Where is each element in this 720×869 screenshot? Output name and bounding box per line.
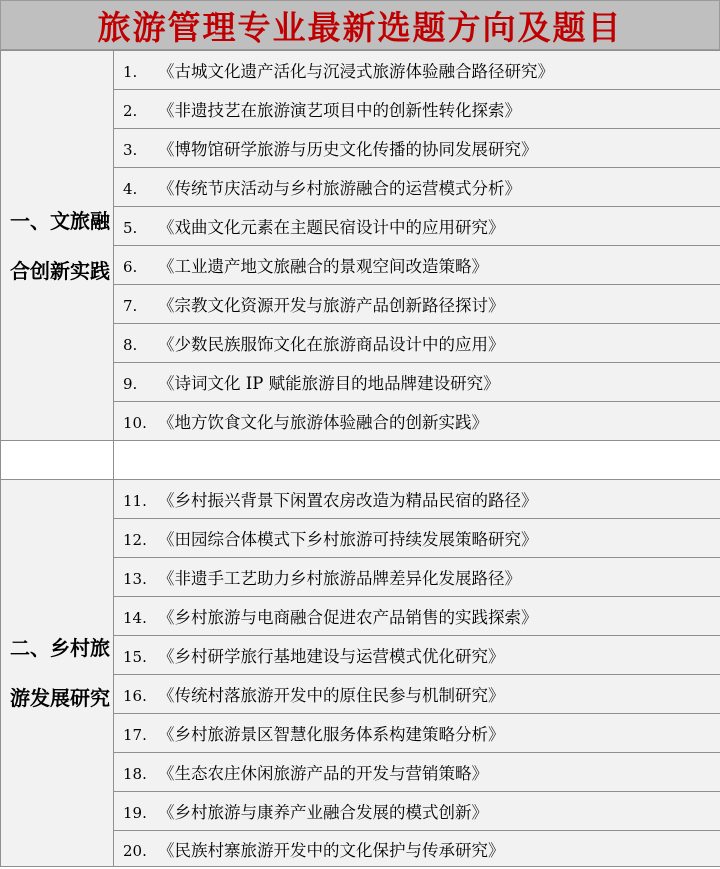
topic-title: 《地方饮食文化与旅游体验融合的创新实践》 [158, 413, 488, 432]
topic-number: 18. [123, 765, 147, 783]
topic-number: 20. [123, 841, 147, 860]
topic-number: 13. [123, 570, 147, 588]
topic-number: 14. [123, 609, 147, 627]
topic-title: 《乡村振兴背景下闲置农房改造为精品民宿的路径》 [158, 491, 538, 510]
topic-cell [114, 324, 720, 363]
topic-cell [114, 831, 720, 867]
topic-cell [114, 246, 720, 285]
topic-cell [114, 90, 720, 129]
topic-title: 《博物馆研学旅游与历史文化传播的协同发展研究》 [158, 140, 538, 159]
topic-cell [114, 519, 720, 558]
topic-number: 1. [123, 63, 138, 81]
topic-number: 19. [123, 804, 147, 822]
topic-number: 6. [123, 258, 138, 276]
topic-cell [114, 480, 720, 519]
topic-row [1, 51, 720, 90]
topic-cell [114, 792, 720, 831]
topic-cell [114, 558, 720, 597]
topic-cell [114, 636, 720, 675]
topic-number: 5. [123, 219, 138, 237]
topic-title: 《生态农庄休闲旅游产品的开发与营销策略》 [158, 764, 488, 783]
topic-title: 《乡村旅游景区智慧化服务体系构建策略分析》 [158, 725, 505, 744]
page-title: 旅游管理专业最新选题方向及题目 [0, 0, 720, 50]
topic-title: 《非遗手工艺助力乡村旅游品牌差异化发展路径》 [158, 569, 521, 588]
topic-title: 《传统节庆活动与乡村旅游融合的运营模式分析》 [158, 179, 521, 198]
topic-title: 《乡村旅游与康养产业融合发展的模式创新》 [158, 803, 488, 822]
topic-cell [114, 285, 720, 324]
spacer-cell [114, 441, 720, 480]
section-category: 二、乡村旅游发展研究 [1, 480, 114, 867]
topic-number: 3. [123, 141, 138, 159]
topic-table [0, 50, 720, 867]
topic-cell [114, 168, 720, 207]
topic-cell [114, 129, 720, 168]
topic-number: 9. [123, 375, 138, 393]
topic-title: 《宗教文化资源开发与旅游产品创新路径探讨》 [158, 296, 505, 315]
topic-number: 17. [123, 726, 147, 744]
topic-number: 15. [123, 648, 147, 666]
topic-cell [114, 402, 720, 441]
topic-title: 《少数民族服饰文化在旅游商品设计中的应用》 [158, 335, 505, 354]
section-spacer-row [1, 441, 720, 480]
topic-cell [114, 207, 720, 246]
topic-row [1, 480, 720, 519]
topic-title: 《田园综合体模式下乡村旅游可持续发展策略研究》 [158, 530, 538, 549]
topic-title: 《非遗技艺在旅游演艺项目中的创新性转化探索》 [158, 101, 521, 120]
topic-number: 8. [123, 336, 138, 354]
topic-cell [114, 675, 720, 714]
topic-number: 10. [123, 414, 147, 432]
topic-number: 2. [123, 102, 138, 120]
topic-number: 4. [123, 180, 138, 198]
topic-cell [114, 714, 720, 753]
topic-title: 《古城文化遗产活化与沉浸式旅游体验融合路径研究》 [158, 62, 554, 81]
topic-title: 《诗词文化 IP 赋能旅游目的地品牌建设研究》 [158, 374, 500, 393]
topic-title: 《乡村研学旅行基地建设与运营模式优化研究》 [158, 647, 505, 666]
topic-title: 《戏曲文化元素在主题民宿设计中的应用研究》 [158, 218, 505, 237]
topic-number: 7. [123, 297, 138, 315]
spacer-cell [1, 441, 114, 480]
topic-title: 《民族村寨旅游开发中的文化保护与传承研究》 [158, 840, 505, 860]
topic-number: 11. [123, 492, 147, 510]
topic-title: 《传统村落旅游开发中的原住民参与机制研究》 [158, 686, 505, 705]
topic-number: 12. [123, 531, 147, 549]
topic-cell [114, 51, 720, 90]
topic-cell [114, 597, 720, 636]
topic-cell [114, 363, 720, 402]
topic-number: 16. [123, 687, 147, 705]
topic-cell [114, 753, 720, 792]
section-category: 一、文旅融合创新实践 [1, 51, 114, 441]
topic-title: 《工业遗产地文旅融合的景观空间改造策略》 [158, 257, 488, 276]
topic-title: 《乡村旅游与电商融合促进农产品销售的实践探索》 [158, 608, 538, 627]
